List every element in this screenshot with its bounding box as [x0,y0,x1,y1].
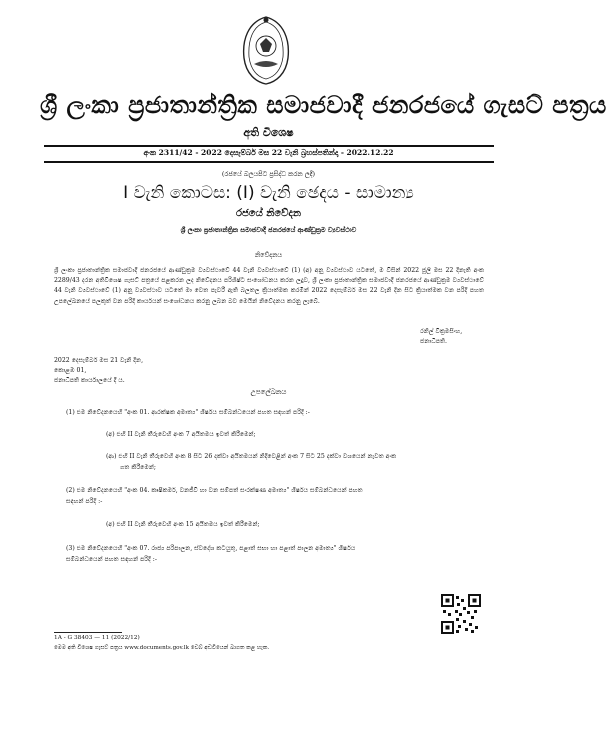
schedule-item: (1) එම නිවේදනයෙහි "අංක 01. ආරක්ෂක අමාත්‍ය" ශීර්ෂය සම්බන්ධයෙන් පහත සඳහන් පරිදි :- [66,409,310,416]
office-line: ජනාධිපති කාර්යාලයේ දී ය. [54,377,125,385]
schedule-item-cont: සඳහන් පරිදි :- [66,498,103,505]
place-line: කොළඹ 01, [54,367,87,375]
schedule-item: (3) එම නිවේදනයෙහි "අංක 07. රාජ්‍ය පරිපාලන, ස්වදේශ කටයුතු, පළාත් සභා හා පළාත් පාලන අමාත්‍ය" ශීර්ෂය [66,545,356,552]
footer-note: මෙම අති විශෙෂ ගැසට් පත්‍රය www.documents.gov.lk වෙබ් අඩවියෙන් බාගත කළ හැක. [54,645,270,651]
notice-heading: රජයේ නිවේදන [236,208,301,219]
registration-note: (රජයේ බලයපිට ප්‍රසිද්ධ කරන ලදී) [221,170,316,178]
issue-line: අංක 2311/42 - 2022 දෙසැම්බර් මස 22 වැනි බ්‍රහස්පතින්දා - 2022.12.22 [143,148,394,157]
act-title: ශ්‍රී ලංකා ප්‍රජාතාන්ත්‍රික සමාජවාදී ජනරජයේ ආණ්ඩුක්‍රම ව්‍යවස්ථාව [180,226,357,234]
header-rule-top [44,145,494,147]
qr-code-icon [441,594,481,634]
date-block [54,356,143,387]
signatory-title: ජනාධිපති. [420,338,448,345]
date-line: 2022 දෙසැම්බර් මස 21 වැනි දින, [54,357,144,364]
schedule-item: (2) එම නිවේදනයෙහි "අංක 04. කෘෂිකර්ම, වනජීවී හා වන සම්පත් සංරක්ෂණ අමාත්‍ය" ශීර්ෂය සම්බන්ධයෙන් පහත [66,487,363,494]
footer-code: 1A - G 38403 — 11 (2022/12) [54,635,140,641]
body-paragraph: ශ්‍රී ලංකා ප්‍රජාතාන්ත්‍රික සමාජවාදී ජනරජයේ ආණ්ඩුක්‍රම ව්‍යවස්ථාවේ 44 වැනි ව්‍යවස්ථාවේ (1) (අ) අනු ව්‍යවස්ථාව යටතේ, ම විසින් 2022 ජූලි මස 22 දිනැති අංක 2289/43 දරන අතිවිශෙෂ ගැසට් පත්‍රයේ පළකරන ලද නිවේදනය පරිශිෂ්ට සංශෝධනය කරන ලදුව, ශ්‍රී ලංකා ප්‍රජාතාන්ත්‍රික සමාජවාදී ජනරජයේ ආණ්ඩුක්‍රම ව්‍යවස්ථාවේ 44 වැනි ව්‍යවස්ථාවේ (1) අනු ව්‍යවස්ථාව යටතේ මා වෙත පැවරී ඇති බලතල ක්‍රියාත්මක කරමින් 2022 දෙසැම්බර් මස 22 වැනි දින සිට ක්‍රියාත්මක වන පරිදි පහත උපලේඛනයේ පලකුත් වන පරිදි කාර්යයන් සංශෝධනය කරනු ලබන බව මෙයින් නිවේදනය කරනු ලැබේ. [54,267,484,305]
state-emblem-icon [236,14,296,86]
part-heading: I වැනි කොටස: (I) වැනි ඡෙදය - සාමාන්‍ය [123,183,414,203]
schedule-subitem: (ආ) එහි II වැනි තීරුවෙහි අංක 8 සිට 26 දක්වා අයිතමයන් නිදිවෙළින් අංක 7 සිට 25 දක්වා වශයෙන් නැවත අංක [106,453,397,460]
schedule-heading: උපලේඛනය [250,388,287,396]
gazette-subtitle: අති විශෙෂ [243,126,294,139]
declaration-title: නිවේදනය [254,251,283,259]
gazette-title: ශ්‍රී ලංකා ප්‍රජාතාන්ත්‍රික සමාජවාදී ජනරජයේ ගැසට් පත්‍රය [40,90,607,119]
schedule-subitem: (අ) එහි II වැනි තීරුවෙහි අංක 7 අයිතමය ඉවත් කිරීමෙන්; [106,431,256,438]
footer-rule [54,632,122,633]
signature-block [420,327,462,347]
header-rule-bottom [44,161,494,163]
schedule-item-cont: සම්බන්ධයෙන් පහත සඳහන් පරිදි :- [66,556,157,563]
signatory-name: රනිල් වික්‍රමසිංහ, [420,328,463,335]
schedule-subitem: (අ) එහි II වැනි තීරුවෙහි අංක 15 අයිතමය ඉවත් කිරීමෙන්; [106,521,260,528]
schedule-subitem-cont: ගත කිරීමෙන්; [120,464,156,471]
